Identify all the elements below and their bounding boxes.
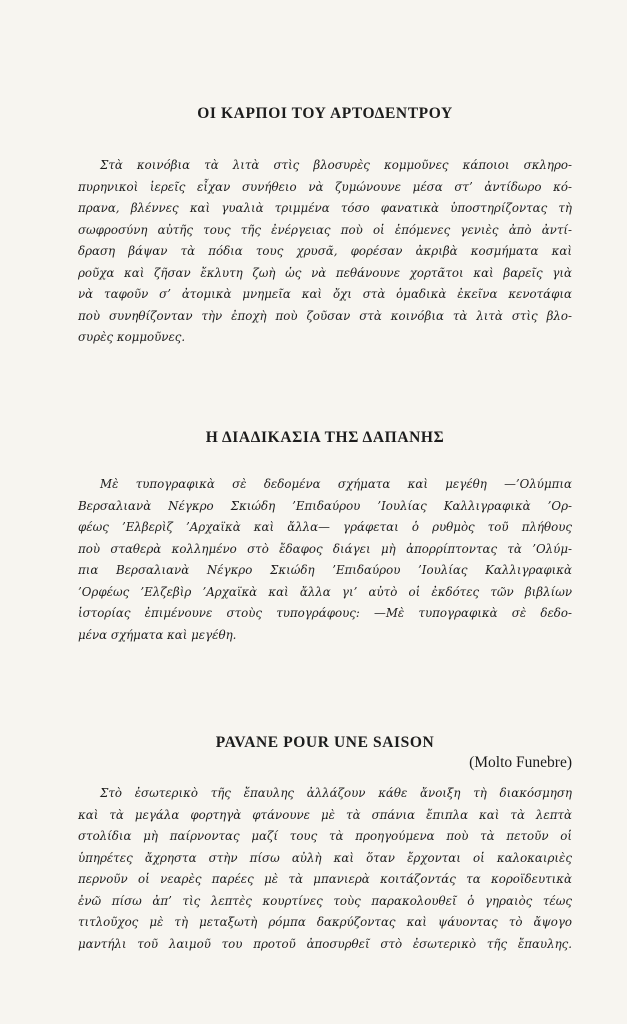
text-line: ἐνῶ πίσω ἀπ’ τὶς λεπτὲς κουρτίνες τοὺς παρακολουθεῖ ὁ γηραιὸς τέως [78, 893, 572, 908]
text-line: πυρηνικοὶ ἱερεῖς εἶχαν συνήθειο νὰ ζυμώνουνε μέσα στ’ ἀντίδωρο κό- [78, 179, 572, 194]
poem-title: ΟΙ ΚΑΡΠΟΙ ΤΟΥ ΑΡΤΟΔΕΝΤΡΟΥ [197, 105, 453, 122]
text-line: μαντήλι τοῦ λαιμοῦ του προτοῦ ἀποσυρθεῖ στὸ ἐσωτερικὸ τῆς ἔπαυλης. [78, 936, 572, 951]
text-line: στολίδια μὴ παίρνοντας μαζί τους τὰ προηγούμενα ποὺ τὰ πετοῦν οἱ [78, 829, 572, 843]
text-line: ’Ορφέως ’Ελζεβὶρ ’Αρχαϊκὰ καὶ ἄλλα γι’ αὐτὸ οἱ ἐκδότες τῶν βιβλίων [78, 584, 572, 599]
text-line: Στὰ κοινόβια τὰ λιτὰ στὶς βλοσυρὲς κομμοῦνες κάποιοι σκληρο- [100, 158, 572, 172]
text-line: ροῦχα καὶ ζῆσαν ἔκλυτη ζωὴ ὡς νὰ πεθάνουνε χορτᾶτοι καὶ βαρεῖς γιὰ [78, 265, 572, 280]
text-line: ἱστορίας ἐπιμένουνε στοὺς τυπογράφους: —Μὲ τυπογραφικὰ σὲ δεδο- [78, 606, 572, 620]
text-line: Βερσαλιανὰ Νέγκρο Σκιώδη ’Επιδαύρου ’Ιουλίας Καλλιγραφικὰ ’Ορ- [78, 498, 572, 513]
text-line: Στὸ ἐσωτερικὸ τῆς ἔπαυλης ἀλλάζουν κάθε ἄνοιξη τὴ διακόσμηση [100, 786, 572, 800]
text-line: νὰ ταφοῦν σ’ ἀτομικὰ μνημεῖα καὶ ὄχι στὰ ὁμαδικὰ ἐκεῖνα κενοτάφια [78, 287, 572, 301]
text-line: περνοῦν οἱ νεαρὲς παρέες μὲ τὰ μπανιερὰ κοιτάζοντάς τα κοροϊδευτικὰ [78, 872, 572, 886]
text-line: τιτλοῦχος μὲ τὴ μεταξωτὴ ρόμπα δακρύζοντας καὶ ψάυοντας τὸ ἄψογο [78, 915, 572, 929]
poem-2 [78, 428, 572, 646]
text-line: Μὲ τυπογραφικὰ σὲ δεδομένα σχήματα καὶ μεγέθη —’Ολύμπια [100, 477, 572, 491]
poem-body [78, 474, 572, 646]
poem-body [78, 155, 572, 349]
text-line: μένα σχήματα καὶ μεγέθη. [78, 627, 237, 642]
text-line: πρανα, βλέννες καὶ γυαλιὰ τριμμένα τόσο φανατικὰ ὑποστηρίζοντας τὴ [78, 201, 572, 215]
text-line: συρὲς κομμοῦνες. [78, 330, 186, 344]
text-line: ποὺ σταθερὰ κολλημένο στὸ ἔδαφος διάγει μὴ ἀπορρίπτοντας τὰ ’Ολύμ- [78, 541, 572, 556]
poem-1 [78, 104, 572, 349]
text-line: σωφροσύνη αὐτῆς τους τῆς ἐνέργειας ποὺ οἱ ἑπόμενες γενιὲς ἀπὸ ἀντί- [78, 222, 572, 237]
text-line: ὑπηρέτες ἄχρηστα στὴν πίσω αὐλὴ καὶ ὅταν ἔρχονται οἱ καλοκαιριὲς [78, 850, 572, 865]
poem-title: Η ΔΙΑΔΙΚΑΣΙΑ ΤΗΣ ΔΑΠΑΝΗΣ [205, 429, 445, 446]
poem-subtitle: (Molto Funebre) [469, 754, 572, 771]
poem-3 [78, 733, 572, 955]
text-line: δραση βάψαν τὰ πόδια τους χρυσᾶ, φορέσαν ἀκριβὰ κοσμήματα καὶ [78, 244, 572, 258]
text-line: πια Βερσαλιανὰ Νέγκρο Σκιώδη ’Επιδαύρου ’Ιουλίας Καλλιγραφικὰ [78, 563, 572, 577]
poem-body [78, 783, 572, 955]
text-line: ποὺ συνηθίζονταν τὴν ἐποχὴ ποὺ ζοῦσαν στὰ κοινόβια τὰ λιτὰ στὶς βλο- [78, 308, 572, 323]
poem-title: PAVANE POUR UNE SAISON [215, 734, 435, 751]
text-line: φέως ’Ελβερὶζ ’Αρχαϊκὰ καὶ ἄλλα— γράφεται ὁ ρυθμὸς τοῦ πλήθους [78, 520, 572, 534]
text-line: καὶ τὰ μεγάλα φορτηγὰ φτάνουνε μὲ τὰ σπάνια ἔπιπλα καὶ τὰ λεπτὰ [78, 807, 572, 822]
